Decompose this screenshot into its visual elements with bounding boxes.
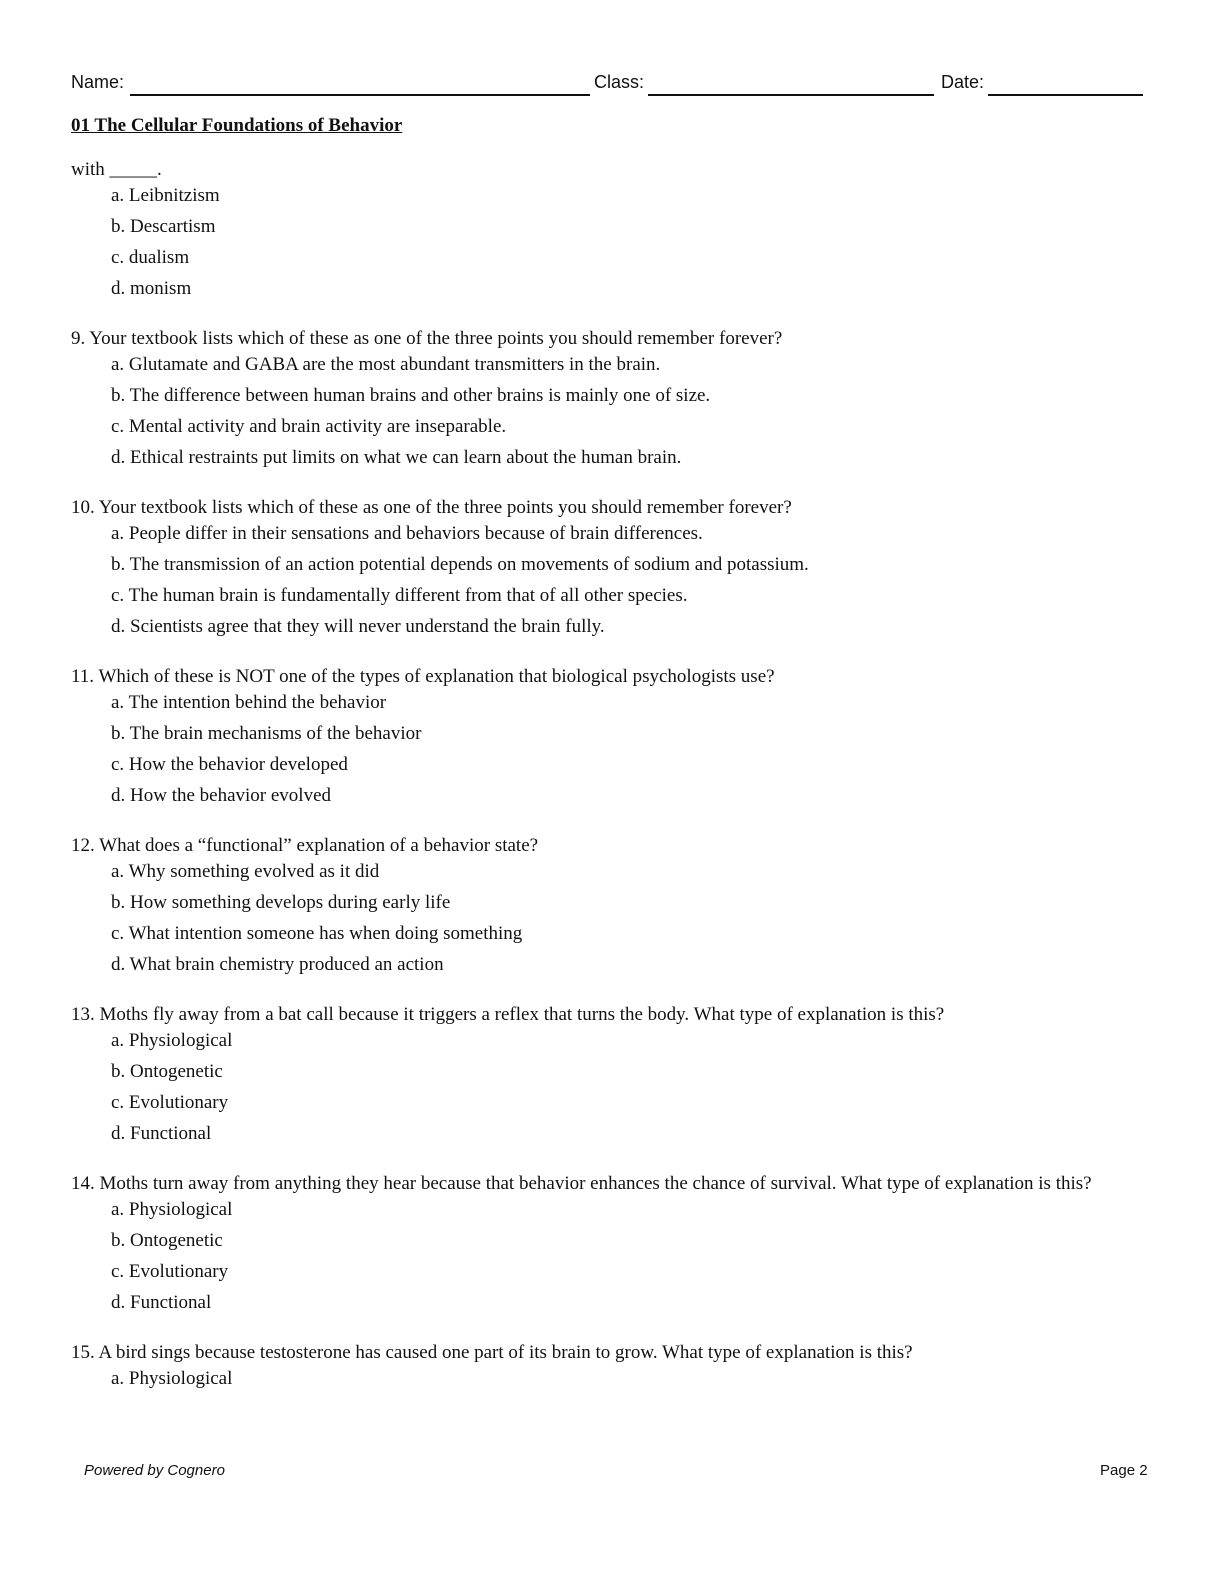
answer-options xyxy=(71,859,1151,983)
question-stem: 11. Which of these is NOT one of the types of explanation that biological psychologists use? xyxy=(71,666,775,687)
answer-options xyxy=(71,1028,1151,1152)
answer-option: b. The brain mechanisms of the behavior xyxy=(111,723,422,744)
document-title: 01 The Cellular Foundations of Behavior xyxy=(71,115,403,136)
answer-option: a. The intention behind the behavior xyxy=(111,692,387,713)
date-blank-line xyxy=(988,94,1143,96)
question-10 xyxy=(71,495,1151,645)
answer-options xyxy=(71,690,1151,814)
answer-option: c. The human brain is fundamentally different from that of all other species. xyxy=(111,585,688,606)
question-12 xyxy=(71,833,1151,983)
answer-option: d. Functional xyxy=(111,1123,212,1144)
answer-option: b. The difference between human brains and other brains is mainly one of size. xyxy=(111,385,711,406)
question-stem: 14. Moths turn away from anything they hear because that behavior enhances the chance of survival. What type of explanation is this? xyxy=(71,1173,1092,1194)
question-13 xyxy=(71,1002,1151,1152)
answer-option: a. Physiological xyxy=(111,1368,233,1389)
answer-option: b. Ontogenetic xyxy=(111,1230,223,1251)
answer-options xyxy=(71,1366,1151,1397)
class-label: Class: xyxy=(594,72,645,92)
answer-option: c. Evolutionary xyxy=(111,1261,229,1282)
answer-option: a. Leibnitzism xyxy=(111,185,220,206)
answer-option: d. How the behavior evolved xyxy=(111,785,332,806)
answer-option: b. The transmission of an action potential depends on movements of sodium and potassium. xyxy=(111,554,809,575)
answer-option: d. What brain chemistry produced an action xyxy=(111,954,444,975)
answer-option: b. Ontogenetic xyxy=(111,1061,223,1082)
question-stem: 10. Your textbook lists which of these as one of the three points you should remember forever? xyxy=(71,497,792,518)
answer-option: c. Mental activity and brain activity are inseparable. xyxy=(111,416,507,437)
answer-options xyxy=(71,1197,1151,1321)
answer-option: b. How something develops during early life xyxy=(111,892,451,913)
question-9 xyxy=(71,326,1151,476)
question-list xyxy=(71,157,1151,1397)
question-stem: with _____. xyxy=(71,159,162,180)
class-blank-line xyxy=(648,94,934,96)
question-stem: 12. What does a “functional” explanation of a behavior state? xyxy=(71,835,539,856)
question-stem: 15. A bird sings because testosterone has caused one part of its brain to grow. What type of explanation is this? xyxy=(71,1342,913,1363)
answer-option: a. Physiological xyxy=(111,1199,233,1220)
answer-option: b. Descartism xyxy=(111,216,216,237)
answer-options xyxy=(71,521,1151,645)
answer-option: a. Glutamate and GABA are the most abundant transmitters in the brain. xyxy=(111,354,661,375)
answer-options xyxy=(71,183,1151,307)
powered-by-footer: Powered by Cognero xyxy=(84,1462,225,1479)
question-8-continued xyxy=(71,157,1151,307)
student-info-header xyxy=(71,72,1143,98)
name-blank-line xyxy=(130,94,590,96)
answer-option: d. monism xyxy=(111,278,192,299)
answer-option: a. People differ in their sensations and behaviors because of brain differences. xyxy=(111,523,703,544)
answer-option: c. dualism xyxy=(111,247,190,268)
answer-option: d. Functional xyxy=(111,1292,212,1313)
name-label: Name: xyxy=(71,72,125,92)
answer-option: c. What intention someone has when doing something xyxy=(111,923,523,944)
page-number: Page 2 xyxy=(1100,1462,1148,1479)
date-label: Date: xyxy=(941,72,985,92)
answer-option: c. How the behavior developed xyxy=(111,754,348,775)
answer-option: d. Scientists agree that they will never understand the brain fully. xyxy=(111,616,605,637)
answer-options xyxy=(71,352,1151,476)
answer-option: c. Evolutionary xyxy=(111,1092,229,1113)
answer-option: d. Ethical restraints put limits on what we can learn about the human brain. xyxy=(111,447,682,468)
question-11 xyxy=(71,664,1151,814)
answer-option: a. Physiological xyxy=(111,1030,233,1051)
question-stem: 9. Your textbook lists which of these as one of the three points you should remember forever? xyxy=(71,328,783,349)
question-stem: 13. Moths fly away from a bat call because it triggers a reflex that turns the body. What type of explanation is this? xyxy=(71,1004,945,1025)
question-15 xyxy=(71,1340,1151,1397)
question-14 xyxy=(71,1171,1151,1321)
answer-option: a. Why something evolved as it did xyxy=(111,861,380,882)
